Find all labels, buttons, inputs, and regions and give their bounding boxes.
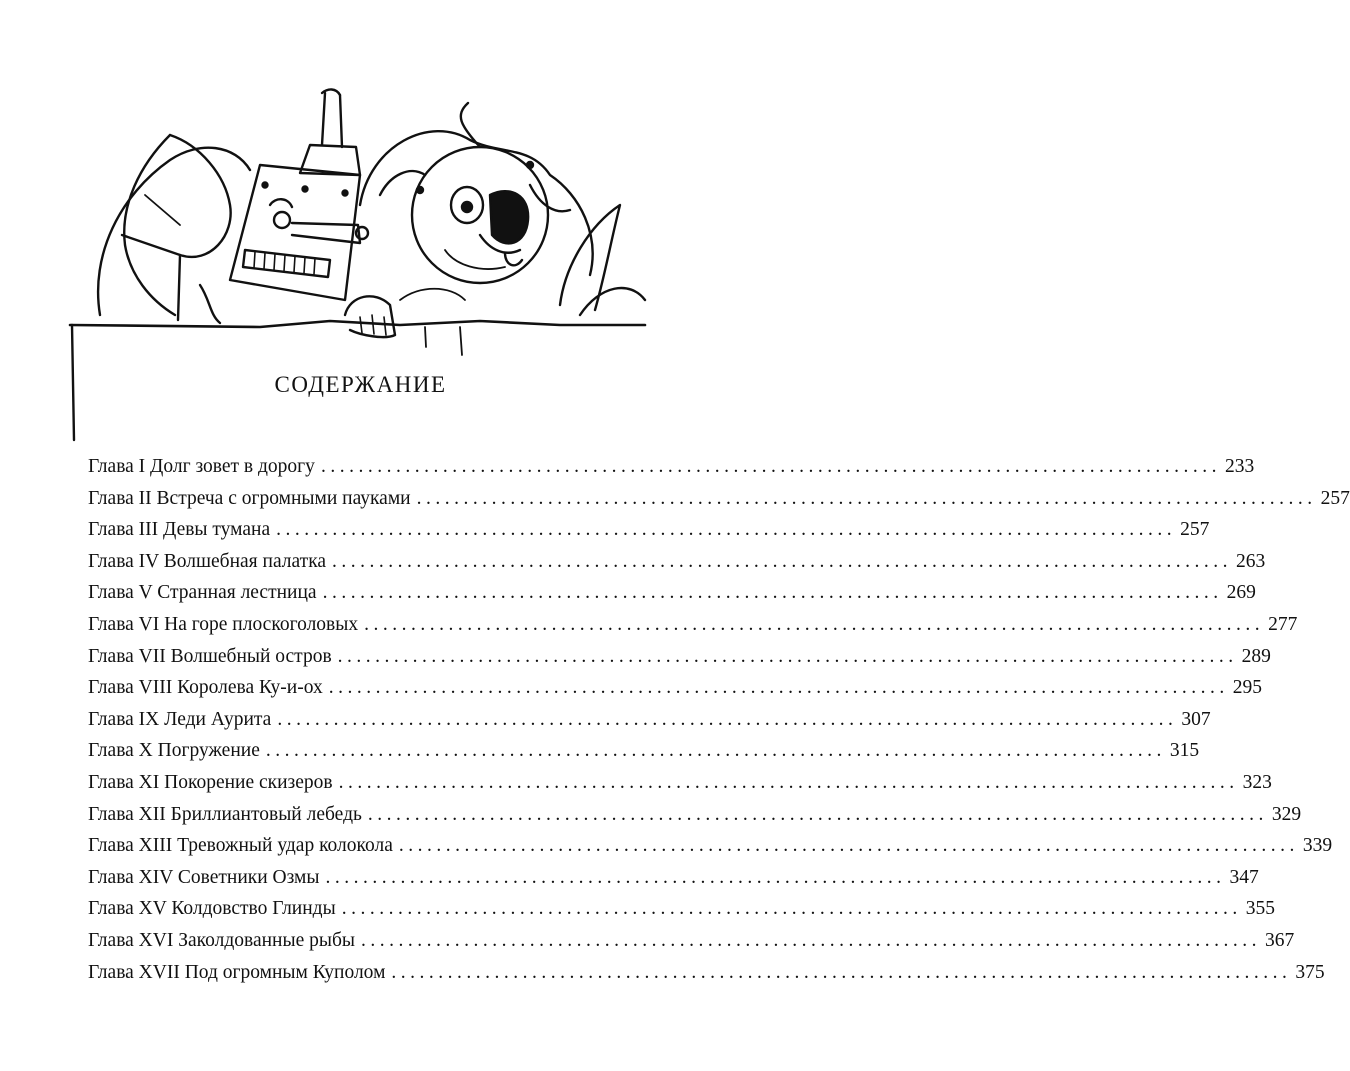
toc-entry-page: 329 [1271,803,1302,825]
toc-dot-leader: ................................................................................................ [364,613,1265,635]
toc-dot-leader: ................................................................................................ [320,456,1221,477]
toc-dot-leader: ................................................................................................ [276,519,1177,541]
toc-dot-leader: ................................................................................................ [332,550,1233,572]
toc-entry-title: Глава III Девы тумана [88,519,271,541]
toc-entry-chapter-9[interactable] [88,708,1211,741]
toc-entry-title: Глава IX Леди Аурита [88,708,272,730]
toc-entry-title: Глава XIV Советники Озмы [88,866,320,888]
toc-entry-chapter-8[interactable] [88,677,1262,709]
toc-entry-page: 257 [1180,519,1210,541]
contents-heading: СОДЕРЖАНИЕ [274,372,447,397]
toc-dot-leader: ................................................................................................ [325,866,1226,888]
toc-entry-page: 277 [1268,613,1298,635]
toc-dot-leader: ................................................................................................ [265,740,1166,762]
toc-entry-page: 295 [1232,677,1262,699]
toc-entry-page: 257 [1320,487,1350,509]
toc-entry-chapter-2[interactable] [88,487,1350,520]
toc-entry-title: Глава VII Волшебный остров [88,645,332,667]
toc-entry-title: Глава XI Покорение скизеров [88,771,333,793]
toc-entry-title: Глава X Погружение [88,740,260,762]
toc-entry-page: 315 [1169,740,1200,762]
toc-entry-page: 367 [1265,929,1295,951]
toc-entry-page: 233 [1224,456,1255,477]
toc-entry-chapter-4[interactable] [88,550,1266,583]
toc-entry-chapter-1[interactable] [88,456,1255,488]
toc-dot-leader: ................................................................................................ [337,645,1238,667]
toc-entry-title: Глава XII Бриллиантовый лебедь [88,803,362,825]
toc-dot-leader: ................................................................................................ [277,708,1178,730]
toc-entry-title: Глава VIII Королева Ку-и-ох [88,677,323,699]
toc-dot-leader: ................................................................................................ [338,771,1239,793]
toc-entry-title: Глава XVI Заколдованные рыбы [88,929,355,951]
toc-entry-page: 375 [1295,961,1325,983]
toc-entry-chapter-7[interactable] [88,645,1271,678]
toc-entry-page: 307 [1181,708,1211,730]
toc-dot-leader: ................................................................................................ [341,898,1242,920]
toc-entry-page: 289 [1241,645,1271,667]
toc-entry-page: 355 [1245,898,1275,920]
toc-entry-page: 323 [1242,771,1272,793]
toc-entry-title: Глава XVII Под огромным Куполом [88,961,386,983]
toc-entry-title: Глава V Странная лестница [88,582,317,604]
toc-entry-chapter-6[interactable] [88,613,1298,646]
toc-entry-chapter-3[interactable] [88,519,1210,551]
toc-entry-chapter-11[interactable] [88,771,1272,804]
toc-entry-chapter-12[interactable] [88,803,1302,836]
toc-entry-chapter-17[interactable] [88,961,1325,994]
toc-entry-chapter-16[interactable] [88,929,1295,962]
toc-dot-leader: ................................................................................................ [367,803,1268,825]
toc-entry-chapter-14[interactable] [88,866,1259,899]
toc-entry-title: Глава XV Колдовство Глинды [88,898,336,920]
toc-entry-title: Глава IV Волшебная палатка [88,550,327,572]
toc-entry-title: Глава XIII Тревожный удар колокола [88,835,393,857]
toc-entry-chapter-15[interactable] [88,898,1275,930]
toc-dot-leader: ................................................................................................ [391,961,1292,983]
toc-entry-chapter-5[interactable] [88,582,1256,614]
toc-dot-leader: ................................................................................................ [361,929,1261,951]
toc-dot-leader: ................................................................................................ [322,582,1223,604]
toc-entry-chapter-13[interactable] [88,835,1333,867]
toc-entry-chapter-10[interactable] [88,740,1200,772]
table-of-contents [88,456,1350,993]
toc-dot-leader: ................................................................................................ [328,677,1229,699]
toc-entry-page: 269 [1226,582,1256,604]
toc-entry-page: 263 [1236,550,1266,572]
toc-entry-title: Глава VI На горе плоскоголовых [88,613,359,635]
toc-dot-leader: ................................................................................................ [398,835,1299,857]
toc-entry-page: 339 [1302,835,1333,857]
toc-entry-page: 347 [1229,866,1259,888]
toc-entry-title: Глава I Долг зовет в дорогу [88,456,315,477]
toc-dot-leader: ................................................................................................ [416,487,1317,509]
toc-entry-title: Глава II Встреча с огромными пауками [88,487,411,509]
